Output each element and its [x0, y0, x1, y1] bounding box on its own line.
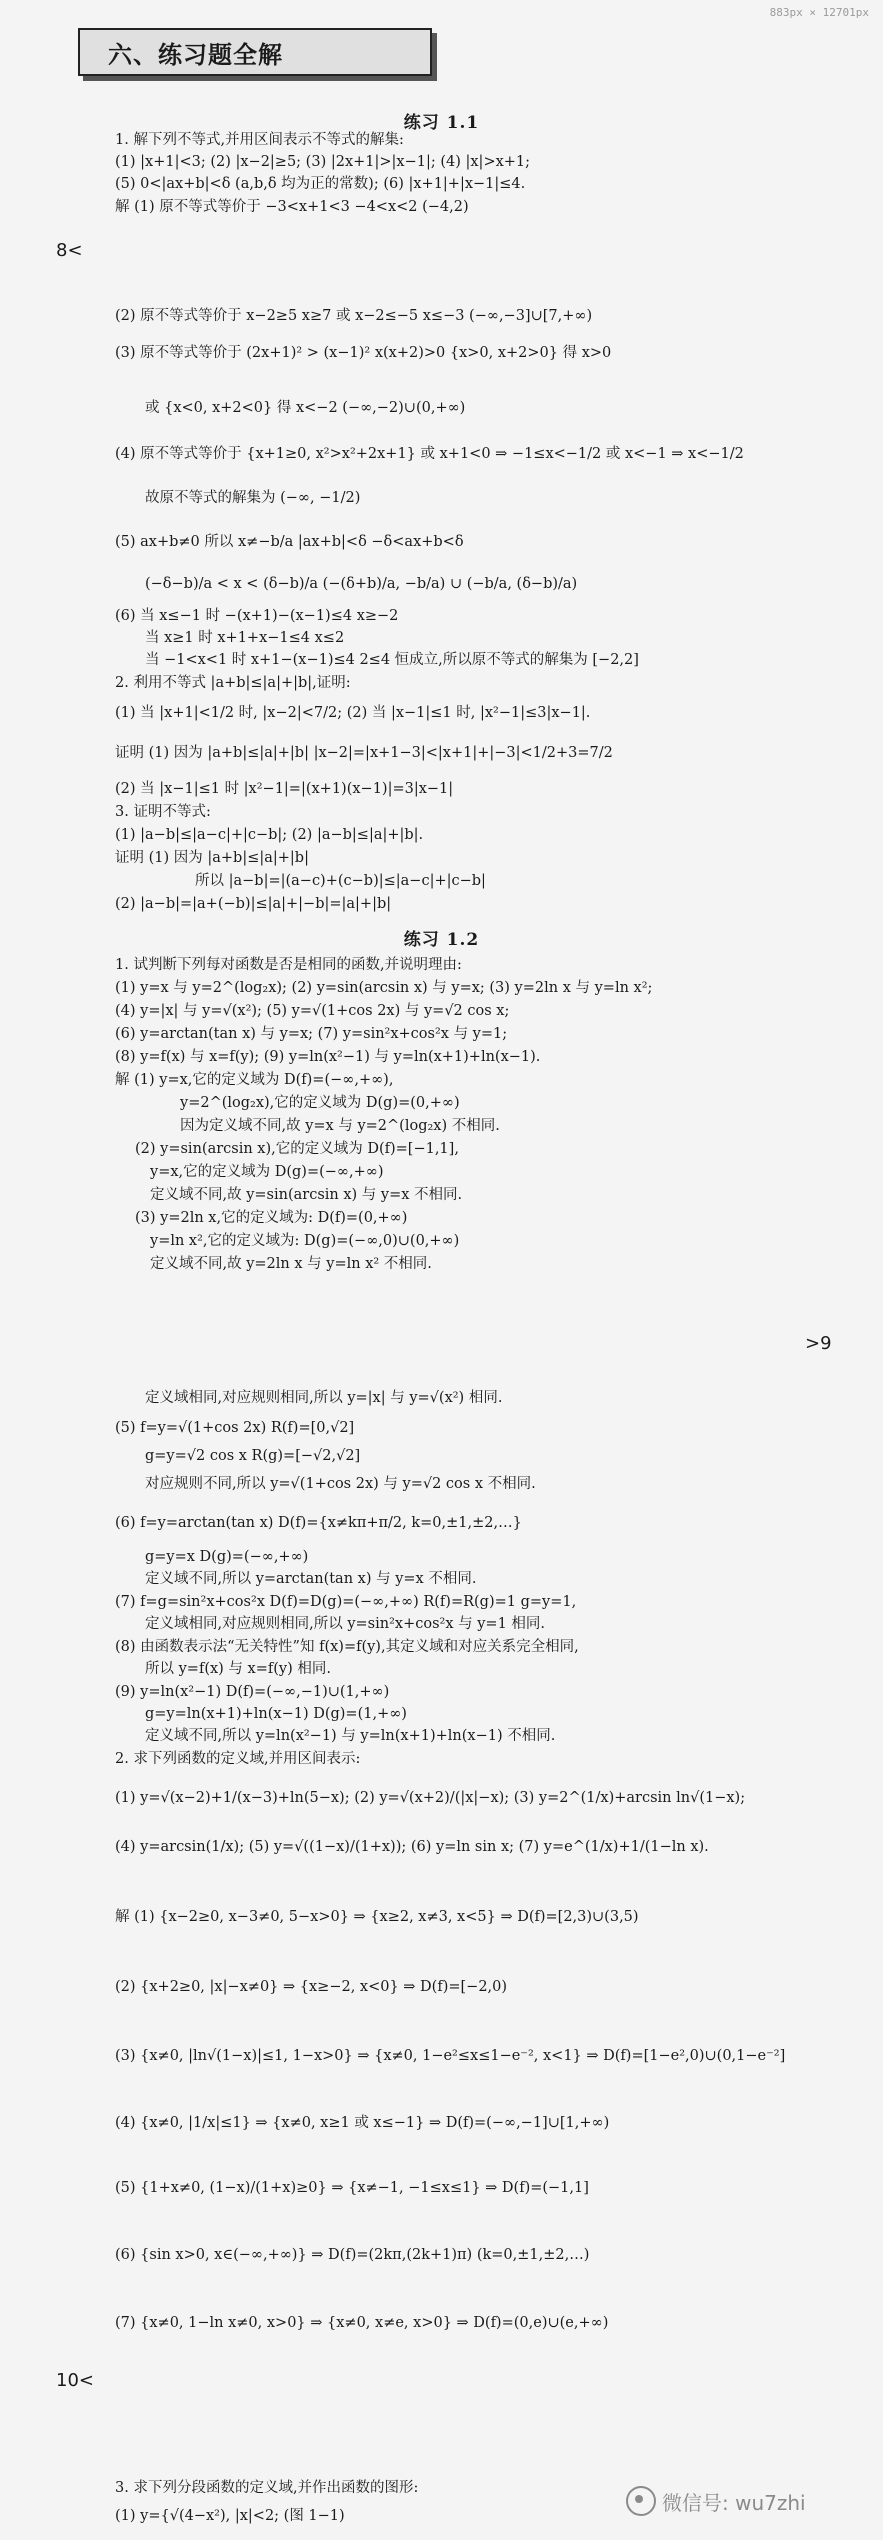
- page-number: >9: [805, 1333, 832, 1354]
- text-line: 故原不等式的解集为 (−∞, −1/2): [145, 490, 361, 506]
- text-line: (4) y=arcsin(1/x); (5) y=√((1−x)/(1+x)); (6) y=ln sin x; (7) y=e^(1/x)+1/(1−ln x).: [115, 1839, 709, 1855]
- text-line: (1) y={√(4−x²), |x|<2; (图 1−1): [115, 2508, 345, 2524]
- text-line: (5) 0<|ax+b|<δ (a,b,δ 均为正的常数); (6) |x+1|+|x−1|≤4.: [115, 176, 526, 192]
- chapter-title: 六、练习题全解: [108, 39, 283, 69]
- text-line: 2. 利用不等式 |a+b|≤|a|+|b|,证明:: [115, 675, 351, 691]
- text-line: (4) 原不等式等价于 {x+1≥0, x²>x²+2x+1} 或 x+1<0 ⇒ −1≤x<−1/2 或 x<−1 ⇒ x<−1/2: [115, 446, 744, 462]
- text-line: 定义域不同,所以 y=arctan(tan x) 与 y=x 不相同.: [145, 1571, 477, 1587]
- text-line: 解 (1) {x−2≥0, x−3≠0, 5−x>0} ⇒ {x≥2, x≠3, x<5} ⇒ D(f)=[2,3)∪(3,5): [115, 1909, 639, 1925]
- text-line: 证明 (1) 因为 |a+b|≤|a|+|b| |x−2|=|x+1−3|<|x+1|+|−3|<1/2+3=7/2: [115, 745, 613, 761]
- text-line: 因为定义域不同,故 y=x 与 y=2^(log₂x) 不相同.: [180, 1118, 500, 1134]
- text-line: (6) f=y=arctan(tan x) D(f)={x≠kπ+π/2, k=0,±1,±2,…}: [115, 1515, 522, 1531]
- text-line: (7) {x≠0, 1−ln x≠0, x>0} ⇒ {x≠0, x≠e, x>0} ⇒ D(f)=(0,e)∪(e,+∞): [115, 2315, 609, 2331]
- text-line: (5) f=y=√(1+cos 2x) R(f)=[0,√2]: [115, 1420, 355, 1436]
- text-line: y=x,它的定义域为 D(g)=(−∞,+∞): [150, 1164, 384, 1180]
- text-line: 对应规则不同,所以 y=√(1+cos 2x) 与 y=√2 cos x 不相同.: [145, 1476, 536, 1492]
- text-line: 解 (1) 原不等式等价于 −3<x+1<3 −4<x<2 (−4,2): [115, 199, 469, 215]
- text-line: 2. 求下列函数的定义域,并用区间表示:: [115, 1751, 361, 1767]
- text-line: 解 (1) y=x,它的定义域为 D(f)=(−∞,+∞),: [115, 1072, 394, 1088]
- text-line: (2) |a−b|=|a+(−b)|≤|a|+|−b|=|a|+|b|: [115, 896, 392, 912]
- text-line: 3. 证明不等式:: [115, 804, 211, 820]
- text-line: 1. 解下列不等式,并用区间表示不等式的解集:: [115, 132, 404, 148]
- text-line: (7) f=g=sin²x+cos²x D(f)=D(g)=(−∞,+∞) R(f)=R(g)=1 g=y=1,: [115, 1594, 577, 1610]
- chapter-banner: [78, 28, 432, 76]
- text-line: (2) {x+2≥0, |x|−x≠0} ⇒ {x≥−2, x<0} ⇒ D(f)=[−2,0): [115, 1979, 508, 1995]
- text-line: y=ln x²,它的定义域为: D(g)=(−∞,0)∪(0,+∞): [150, 1233, 460, 1249]
- page-size-label: 883px × 12701px: [769, 6, 869, 19]
- text-line: (2) 当 |x−1|≤1 时 |x²−1|=|(x+1)(x−1)|=3|x−1|: [115, 781, 454, 797]
- text-line: (3) y=2ln x,它的定义域为: D(f)=(0,+∞): [135, 1210, 408, 1226]
- text-line: (1) y=√(x−2)+1/(x−3)+ln(5−x); (2) y=√(x+2)/(|x|−x); (3) y=2^(1/x)+arcsin ln√(1−x);: [115, 1790, 746, 1806]
- text-line: 当 x≥1 时 x+1+x−1≤4 x≤2: [145, 630, 345, 646]
- text-line: (1) 当 |x+1|<1/2 时, |x−2|<7/2; (2) 当 |x−1|≤1 时, |x²−1|≤3|x−1|.: [115, 705, 591, 721]
- text-line: 证明 (1) 因为 |a+b|≤|a|+|b|: [115, 850, 309, 866]
- text-line: (6) y=arctan(tan x) 与 y=x; (7) y=sin²x+cos²x 与 y=1;: [115, 1026, 508, 1042]
- text-line: g=y=ln(x+1)+ln(x−1) D(g)=(1,+∞): [145, 1706, 407, 1722]
- text-line: 1. 试判断下列每对函数是否是相同的函数,并说明理由:: [115, 957, 462, 973]
- text-line: 定义域相同,对应规则相同,所以 y=sin²x+cos²x 与 y=1 相同.: [145, 1616, 546, 1632]
- text-line: (1) |x+1|<3; (2) |x−2|≥5; (3) |2x+1|>|x−1|; (4) |x|>x+1;: [115, 154, 531, 170]
- text-line: (4) y=|x| 与 y=√(x²); (5) y=√(1+cos 2x) 与 y=√2 cos x;: [115, 1003, 510, 1019]
- wechat-icon: [626, 2486, 656, 2516]
- page-number: 8<: [56, 240, 83, 261]
- text-line: 定义域不同,所以 y=ln(x²−1) 与 y=ln(x+1)+ln(x−1) 不相同.: [145, 1728, 556, 1744]
- text-line: 定义域相同,对应规则相同,所以 y=|x| 与 y=√(x²) 相同.: [145, 1390, 503, 1406]
- text-line: (2) y=sin(arcsin x),它的定义域为 D(f)=[−1,1],: [135, 1141, 459, 1157]
- watermark-text: 微信号: wu7zhi: [662, 2490, 806, 2515]
- text-line: (6) 当 x≤−1 时 −(x+1)−(x−1)≤4 x≥−2: [115, 608, 399, 624]
- text-line: (−δ−b)/a < x < (δ−b)/a (−(δ+b)/a, −b/a) ∪ (−b/a, (δ−b)/a): [145, 576, 578, 592]
- text-line: (1) |a−b|≤|a−c|+|c−b|; (2) |a−b|≤|a|+|b|.: [115, 827, 424, 843]
- text-line: (9) y=ln(x²−1) D(f)=(−∞,−1)∪(1,+∞): [115, 1684, 390, 1700]
- section-title-1-2: 练习 1.2: [403, 930, 480, 950]
- text-line: 或 {x<0, x+2<0} 得 x<−2 (−∞,−2)∪(0,+∞): [145, 400, 466, 416]
- section-title-1-1: 练习 1.1: [403, 113, 480, 133]
- text-line: (6) {sin x>0, x∈(−∞,+∞)} ⇒ D(f)=(2kπ,(2k+1)π) (k=0,±1,±2,…): [115, 2247, 590, 2263]
- text-line: 3. 求下列分段函数的定义域,并作出函数的图形:: [115, 2480, 419, 2496]
- text-line: (5) {1+x≠0, (1−x)/(1+x)≥0} ⇒ {x≠−1, −1≤x≤1} ⇒ D(f)=(−1,1]: [115, 2180, 589, 2196]
- wechat-watermark: [626, 2486, 806, 2516]
- text-line: (4) {x≠0, |1/x|≤1} ⇒ {x≠0, x≥1 或 x≤−1} ⇒ D(f)=(−∞,−1]∪[1,+∞): [115, 2115, 610, 2131]
- text-line: (3) 原不等式等价于 (2x+1)² > (x−1)² x(x+2)>0 {x>0, x+2>0} 得 x>0: [115, 345, 612, 361]
- text-line: g=y=√2 cos x R(g)=[−√2,√2]: [145, 1448, 361, 1464]
- text-line: (8) 由函数表示法“无关特性”知 f(x)=f(y),其定义域和对应关系完全相同,: [115, 1639, 579, 1655]
- text-line: (1) y=x 与 y=2^(log₂x); (2) y=sin(arcsin x) 与 y=x; (3) y=2ln x 与 y=ln x²;: [115, 980, 653, 996]
- text-line: 定义域不同,故 y=sin(arcsin x) 与 y=x 不相同.: [150, 1187, 463, 1203]
- text-line: g=y=x D(g)=(−∞,+∞): [145, 1549, 309, 1565]
- text-line: (8) y=f(x) 与 x=f(y); (9) y=ln(x²−1) 与 y=ln(x+1)+ln(x−1).: [115, 1049, 541, 1065]
- text-line: (2) 原不等式等价于 x−2≥5 x≥7 或 x−2≤−5 x≤−3 (−∞,−3]∪[7,+∞): [115, 308, 593, 324]
- text-line: 所以 |a−b|=|(a−c)+(c−b)|≤|a−c|+|c−b|: [195, 873, 486, 889]
- text-line: y=2^(log₂x),它的定义域为 D(g)=(0,+∞): [180, 1095, 460, 1111]
- text-line: 定义域不同,故 y=2ln x 与 y=ln x² 不相同.: [150, 1256, 432, 1272]
- text-line: (5) ax+b≠0 所以 x≠−b/a |ax+b|<δ −δ<ax+b<δ: [115, 534, 464, 550]
- text-line: (3) {x≠0, |ln√(1−x)|≤1, 1−x>0} ⇒ {x≠0, 1−e²≤x≤1−e⁻², x<1} ⇒ D(f)=[1−e²,0)∪(0,1−e⁻²]: [115, 2048, 786, 2064]
- page-number: 10<: [56, 2370, 94, 2391]
- text-line: 当 −1<x<1 时 x+1−(x−1)≤4 2≤4 恒成立,所以原不等式的解集为 [−2,2]: [145, 652, 639, 668]
- text-line: 所以 y=f(x) 与 x=f(y) 相同.: [145, 1661, 331, 1677]
